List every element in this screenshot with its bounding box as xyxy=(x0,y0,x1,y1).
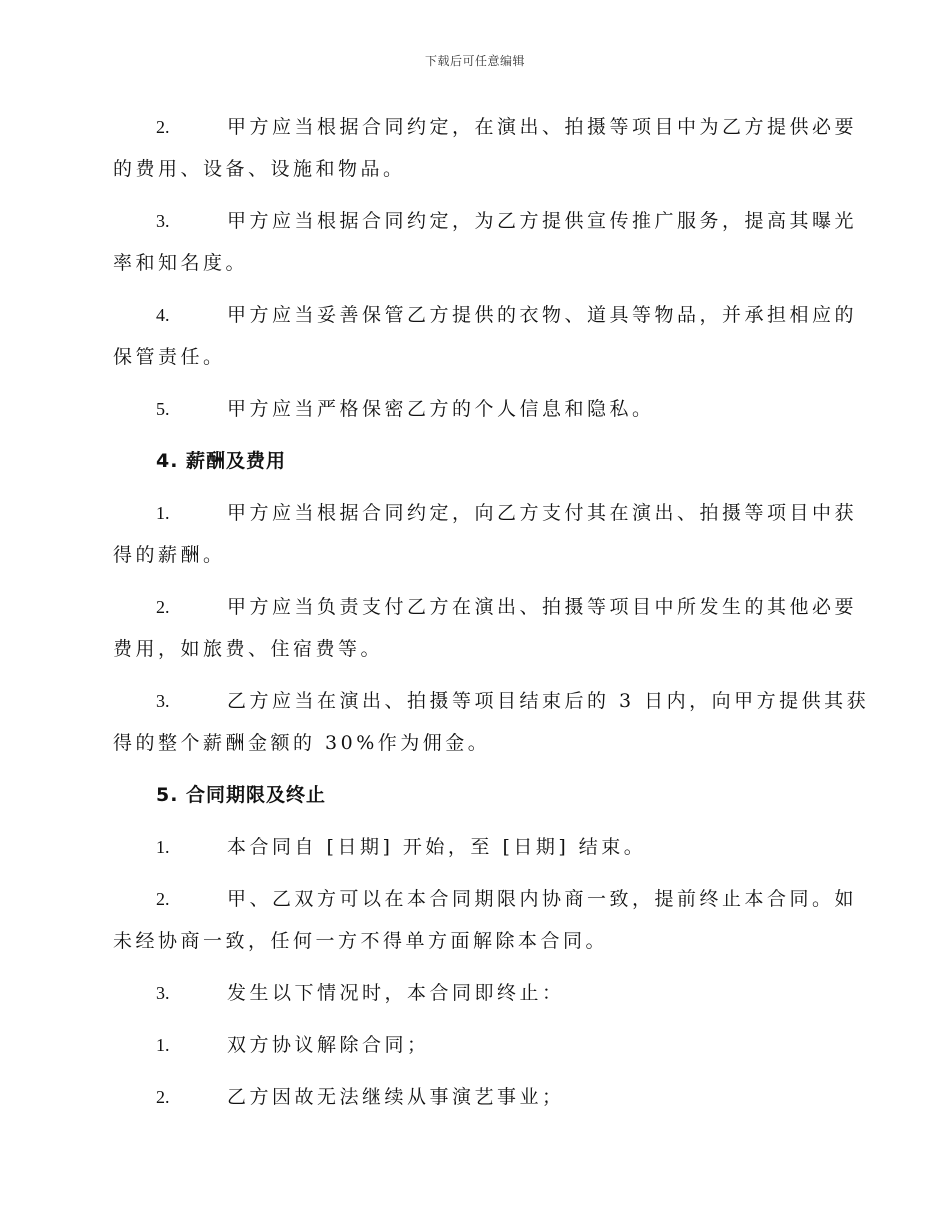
item-text: 甲方应当妥善保管乙方提供的衣物、道具等物品，并承担相应的 xyxy=(227,304,858,326)
item-text: 甲、乙双方可以在本合同期限内协商一致，提前终止本合同。如 xyxy=(227,888,858,910)
item-text: 甲方应当负责支付乙方在演出、拍摄等项目中所发生的其他必要 xyxy=(227,596,858,618)
item-text: 双方协议解除合同； xyxy=(227,1034,430,1056)
item-text-continued: 未经协商一致，任何一方不得单方面解除本合同。 xyxy=(113,930,609,952)
item-number: 2. xyxy=(156,1087,170,1107)
item-text-continued: 保管责任。 xyxy=(113,346,226,368)
item-number: 3. xyxy=(156,691,170,711)
item-text: 甲方应当根据合同约定，为乙方提供宣传推广服务，提高其曝光 xyxy=(227,210,858,232)
item-number: 3. xyxy=(156,211,170,231)
item-number: 3. xyxy=(156,983,170,1003)
item-number: 2. xyxy=(156,597,170,617)
item-text-continued: 率和知名度。 xyxy=(113,252,249,274)
item-number: 5. xyxy=(156,399,170,419)
item-number: 1. xyxy=(156,1035,170,1055)
page-header: 下载后可任意编辑 xyxy=(424,54,525,68)
item-text: 本合同自 [日期] 开始，至 [日期] 结束。 xyxy=(227,836,647,858)
item-text-continued: 得的薪酬。 xyxy=(113,544,226,566)
item-number: 1. xyxy=(156,503,170,523)
section-heading: 5. 合同期限及终止 xyxy=(156,784,327,806)
item-text: 乙方应当在演出、拍摄等项目结束后的 3 日内，向甲方提供其获 xyxy=(227,690,870,712)
item-number: 2. xyxy=(156,117,170,137)
item-text: 甲方应当根据合同约定，在演出、拍摄等项目中为乙方提供必要 xyxy=(227,116,858,138)
item-text: 甲方应当严格保密乙方的个人信息和隐私。 xyxy=(227,398,655,420)
item-text-continued: 的费用、设备、设施和物品。 xyxy=(113,158,406,180)
item-number: 4. xyxy=(156,305,170,325)
section-heading: 4. 薪酬及费用 xyxy=(156,450,287,472)
item-text: 甲方应当根据合同约定，向乙方支付其在演出、拍摄等项目中获 xyxy=(227,502,858,524)
item-text-continued: 费用，如旅费、住宿费等。 xyxy=(113,638,384,660)
item-text-continued: 得的整个薪酬金额的 30%作为佣金。 xyxy=(113,732,491,754)
item-number: 1. xyxy=(156,837,170,857)
item-text: 发生以下情况时，本合同即终止： xyxy=(227,982,565,1004)
item-number: 2. xyxy=(156,889,170,909)
item-text: 乙方因故无法继续从事演艺事业； xyxy=(227,1086,565,1108)
